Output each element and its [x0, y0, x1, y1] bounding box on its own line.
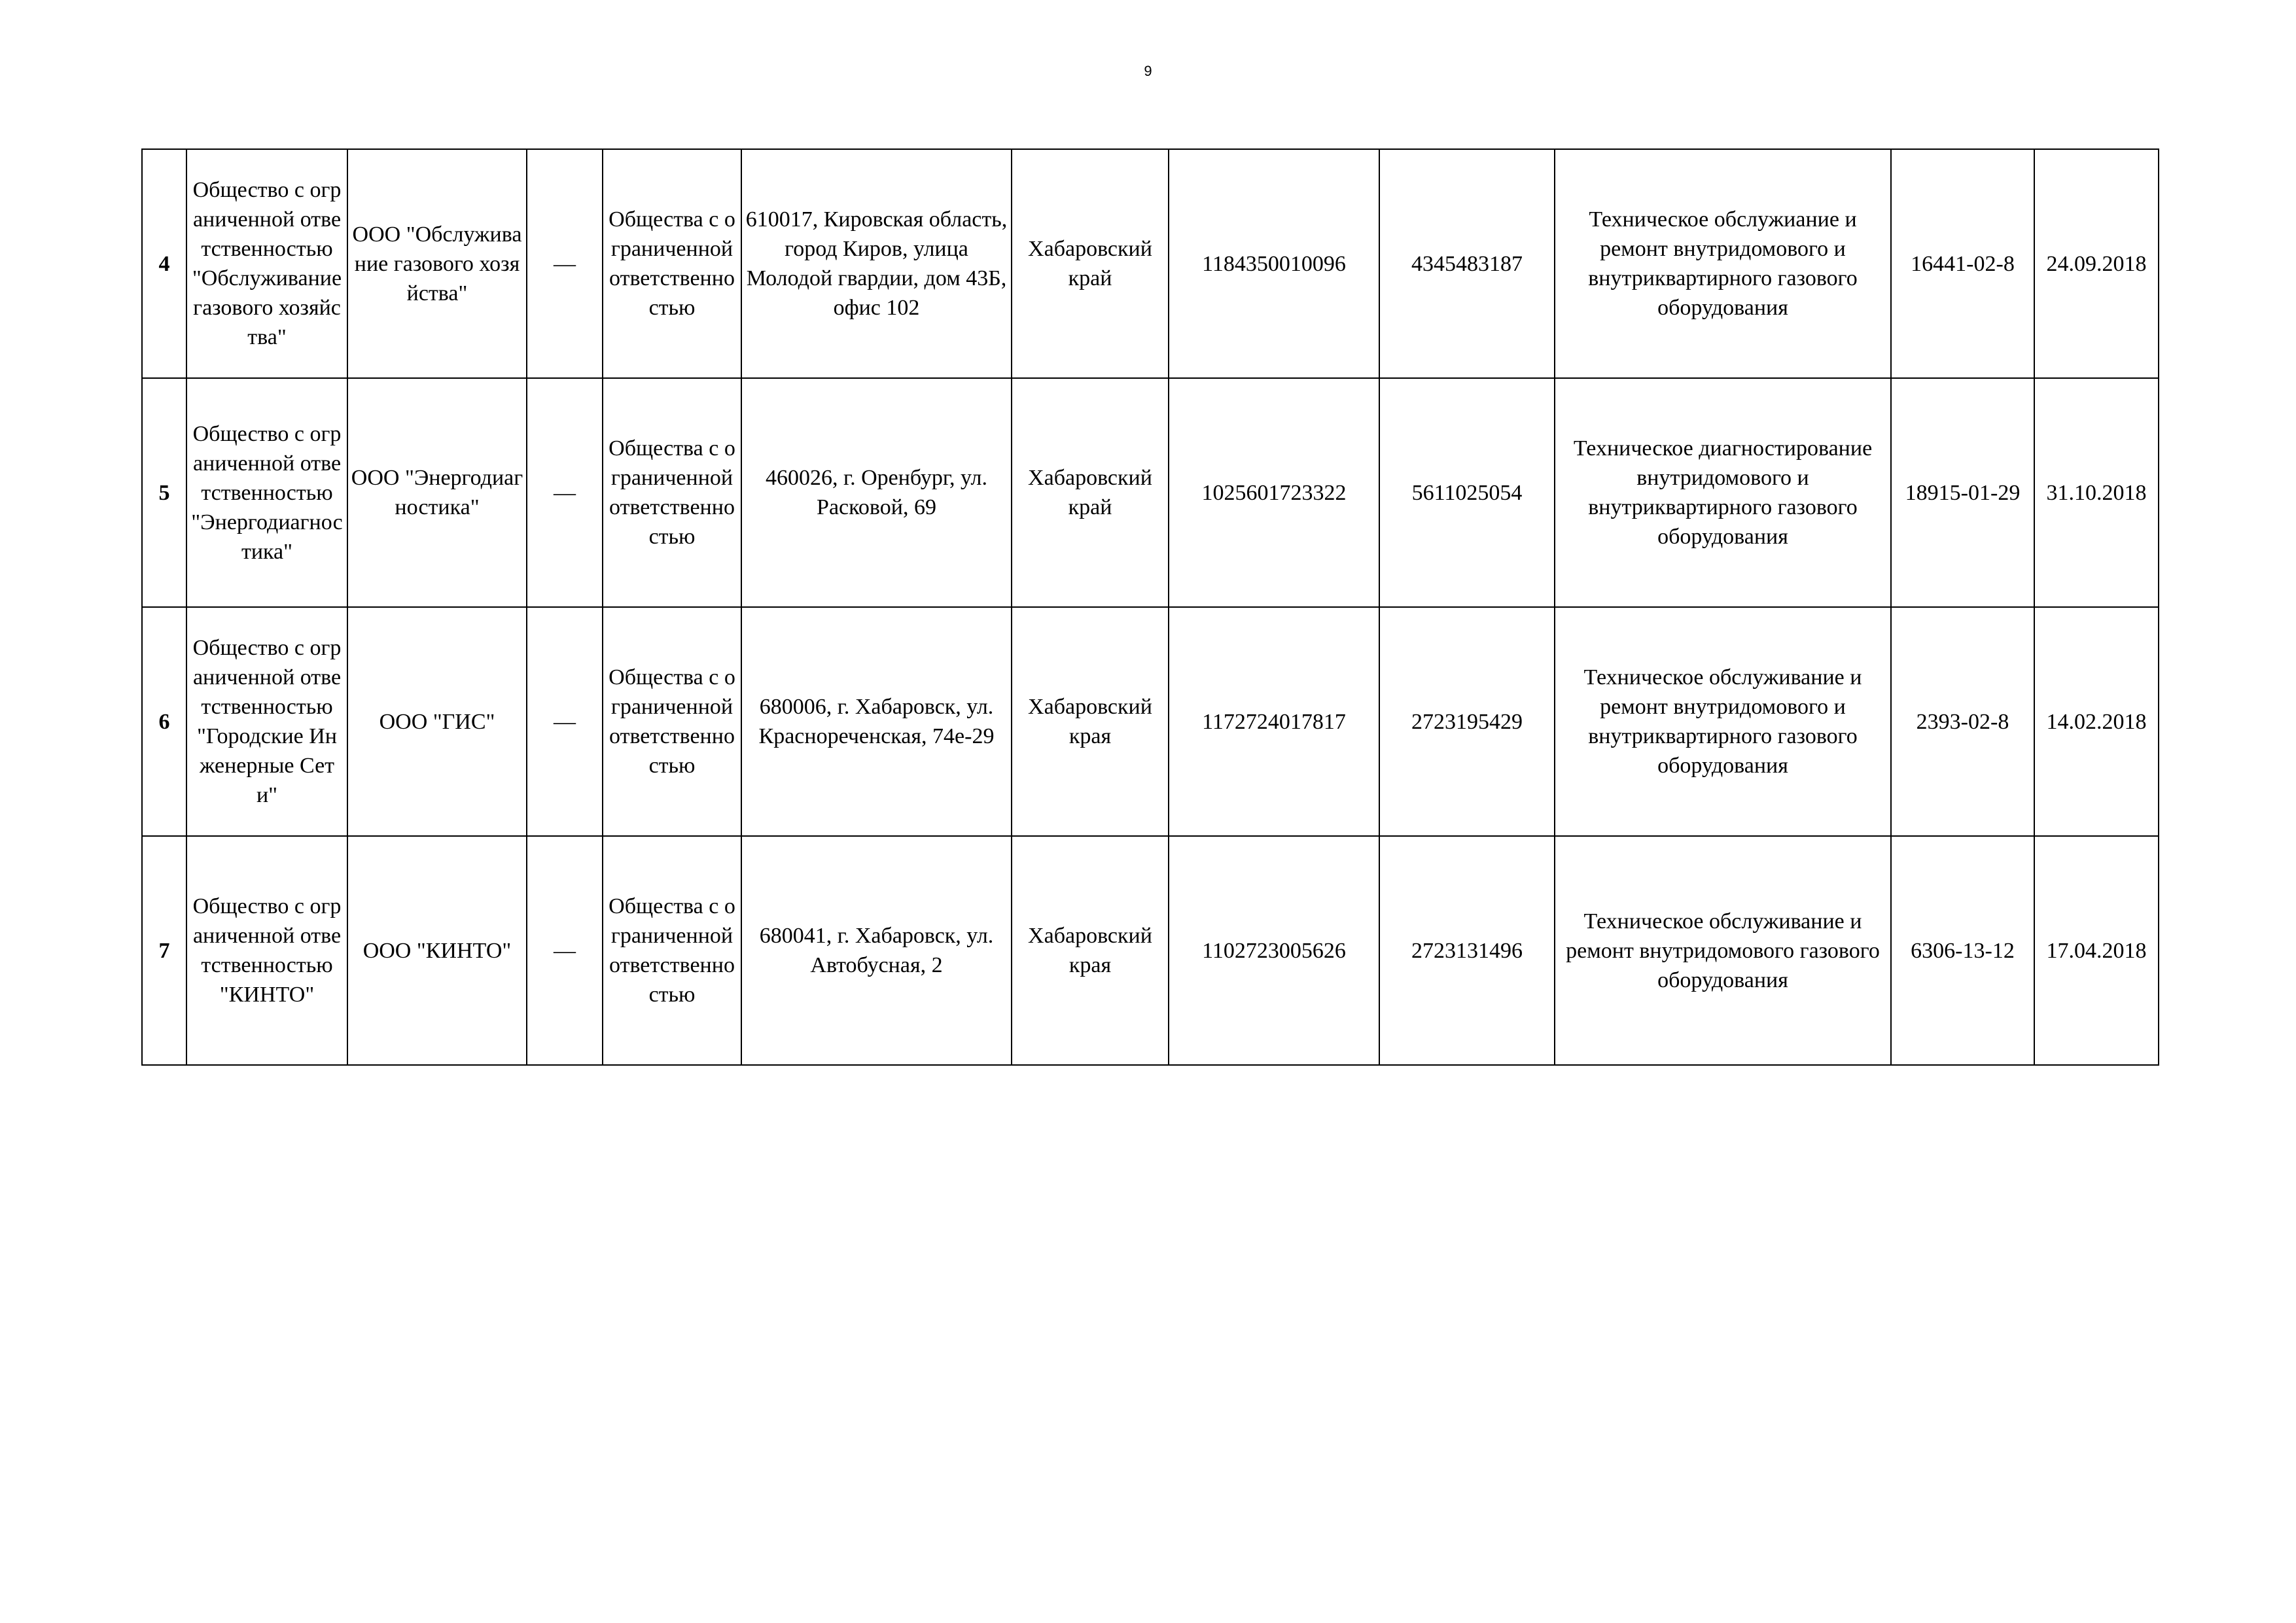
full-name-cell: Общество с ограниченной ответственностью "Энергодиагностика" — [186, 378, 347, 607]
brand-name-cell: — — [527, 836, 603, 1065]
address-cell: 680041, г. Хабаровск, ул. Автобусная, 2 — [741, 836, 1012, 1065]
address-cell: 680006, г. Хабаровск, ул. Краснореченская, 74е-29 — [741, 607, 1012, 836]
brand-name-cell: — — [527, 378, 603, 607]
table-row — [142, 607, 2159, 836]
address-cell: 610017, Кировская область, город Киров, улица Молодой гвардии, дом 43Б, офис 102 — [741, 149, 1012, 378]
row-number: 6 — [142, 607, 186, 836]
short-name-cell: ООО "Энергодиагностика" — [347, 378, 527, 607]
ogrn-cell: 1025601723322 — [1169, 378, 1379, 607]
legal-form-cell: Общества с ограниченной ответственностью — [603, 378, 741, 607]
row-number: 5 — [142, 378, 186, 607]
legal-form-cell: Общества с ограниченной ответственностью — [603, 149, 741, 378]
short-name-cell: ООО "ГИС" — [347, 607, 527, 836]
address-cell: 460026, г. Оренбург, ул. Расковой, 69 — [741, 378, 1012, 607]
activity-cell: Техническое обслужиание и ремонт внутридомового и внутриквартирного газового оборудования — [1555, 149, 1891, 378]
inn-cell: 5611025054 — [1379, 378, 1555, 607]
ogrn-cell: 1102723005626 — [1169, 836, 1379, 1065]
activity-cell: Техническое обслуживание и ремонт внутридомового и внутриквартирного газового оборудования — [1555, 607, 1891, 836]
table-row — [142, 149, 2159, 378]
table-row — [142, 378, 2159, 607]
reg-number-cell: 2393-02-8 — [1891, 607, 2034, 836]
region-cell: Хабаровский края — [1012, 836, 1169, 1065]
legal-form-cell: Общества с ограниченной ответственностью — [603, 607, 741, 836]
full-name-cell: Общество с ограниченной ответственностью "КИНТО" — [186, 836, 347, 1065]
date-cell: 24.09.2018 — [2034, 149, 2159, 378]
row-number: 7 — [142, 836, 186, 1065]
reg-number-cell: 6306-13-12 — [1891, 836, 2034, 1065]
brand-name-cell: — — [527, 607, 603, 836]
activity-cell: Техническое обслуживание и ремонт внутридомового газового оборудования — [1555, 836, 1891, 1065]
region-cell: Хабаровский края — [1012, 607, 1169, 836]
full-name-cell: Общество с ограниченной ответственностью "Городские Инженерные Сети" — [186, 607, 347, 836]
date-cell: 17.04.2018 — [2034, 836, 2159, 1065]
row-number: 4 — [142, 149, 186, 378]
inn-cell: 4345483187 — [1379, 149, 1555, 378]
table-row — [142, 836, 2159, 1065]
ogrn-cell: 1172724017817 — [1169, 607, 1379, 836]
short-name-cell: ООО "Обслуживание газового хозяйства" — [347, 149, 527, 378]
region-cell: Хабаровский край — [1012, 149, 1169, 378]
activity-cell: Техническое диагностирование внутридомового и внутриквартирного газового оборудования — [1555, 378, 1891, 607]
reg-number-cell: 18915-01-29 — [1891, 378, 2034, 607]
inn-cell: 2723131496 — [1379, 836, 1555, 1065]
ogrn-cell: 1184350010096 — [1169, 149, 1379, 378]
inn-cell: 2723195429 — [1379, 607, 1555, 836]
organizations-table — [141, 148, 2159, 1066]
full-name-cell: Общество с ограниченной ответственностью "Обслуживание газового хозяйства" — [186, 149, 347, 378]
brand-name-cell: — — [527, 149, 603, 378]
reg-number-cell: 16441-02-8 — [1891, 149, 2034, 378]
date-cell: 31.10.2018 — [2034, 378, 2159, 607]
page-number: 9 — [1144, 63, 1152, 79]
region-cell: Хабаровский край — [1012, 378, 1169, 607]
short-name-cell: ООО "КИНТО" — [347, 836, 527, 1065]
date-cell: 14.02.2018 — [2034, 607, 2159, 836]
legal-form-cell: Общества с ограниченной ответственностью — [603, 836, 741, 1065]
